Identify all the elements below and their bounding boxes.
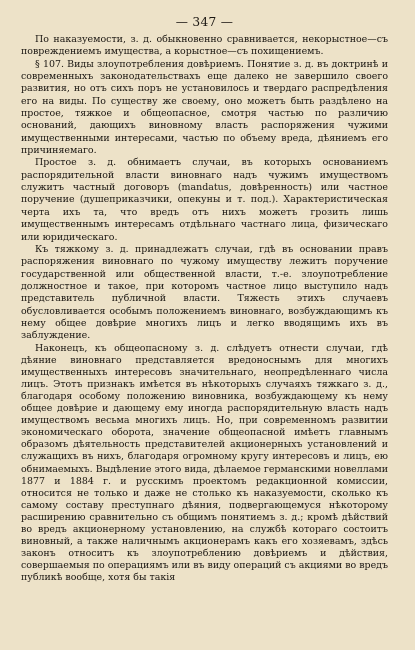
page-text — [21, 34, 388, 584]
paragraph-section-107: § 107. Виды злоупотребления довѣриемъ. Понятие з. д. въ доктринѣ и современныхъ законодательствахъ еще далеко не завершило своего развития, но отъ сихъ поръ не установилось и твердаго распредѣления его на виды. По существу же своему, оно можетъ быть раздѣлено на простое, тяжкое и общеопасное, смотря частью по различию оснований, дающихъ виновному власть распоряжения чужими имущественными интересами, частью по объему вреда, дѣяниемъ его причиняемаго. — [21, 58, 388, 157]
paragraph-simple-breach: Простое з. д. обнимаетъ случаи, въ которыхъ основаниемъ распорядительной власти виновнаго надъ чужимъ имуществомъ служитъ частный договоръ (mandatus, довѣренность) или частное поручение (душеприказчики, опекуны и т. под.). Характеристическая черта ихъ та, что вредъ отъ нихъ можетъ грозить лишь имущественнымъ интересамъ отдѣльнаго частнаго лица, физическаго или юридическаго. — [21, 157, 388, 243]
paragraph: По наказуемости, з. д. обыкновенно сравнивается, некорыстное—съ повреждениемъ имущества, а корыстное—съ похищениемъ. — [21, 34, 388, 58]
paragraph-public-danger: Наконецъ, къ общеопасному з. д. слѣдуетъ отнести случаи, гдѣ дѣяние виновнаго представляется вредоноснымъ для многихъ имущественныхъ интересовъ значительнаго, неопредѣленнаго числа лицъ. Этотъ признакъ имѣется въ нѣкоторыхъ случаяхъ тяжкаго з. д., благодаря особому положению виновника, возбуждающему къ нему общее довѣрие и дающему ему иногда распорядительную власть надъ имуществомъ весьма многихъ лицъ. Но, при современномъ развитии экономическаго оборота, значение общеопасной имѣетъ главнымъ образомъ дѣятельность представителей акционерныхъ установлений и служащихъ въ нихъ, благодаря огромному кругу интересовъ и лицъ, ею обнимаемыхъ. Выдѣление этого вида, дѣлаемое германскими новеллами 1877 и 1884 г. и русскимъ проектомъ редакционной комиссии, относится не только и даже не столько къ наказуемости, сколько къ самому составу преступнаго дѣяния, подвергающемуся нѣкоторому расширению сравнительно съ общимъ понятиемъ з. д.; кромѣ дѣйствий во вредъ акционерному установлению, на службѣ котораго состоитъ виновный, а также наличнымъ акционерамъ какъ его хозяевамъ, здѣсь законъ относитъ къ злоупотреблению довѣриемъ и дѣйствия, совершаемыя по операциямъ или въ виду операций съ акциями во вредъ публикѣ вообще, хотя бы такія — [21, 342, 388, 584]
paragraph-grave-breach: Къ тяжкому з. д. принадлежатъ случаи, гдѣ въ основании правъ распоряжения виновнаго по чужому имуществу лежитъ поручение государственной или общественной власти, т.-е. злоупотребление должностное и такое, при которомъ частное лицо выступило надъ представитель публичной власти. Тяжесть этихъ случаевъ обусловливается особымъ положениемъ виновнаго, возбуждающимъ къ нему общее довѣрие многихъ лицъ и легко вводящимъ ихъ въ заблуждение. — [21, 243, 388, 342]
page-number: — 347 — — [175, 15, 234, 29]
